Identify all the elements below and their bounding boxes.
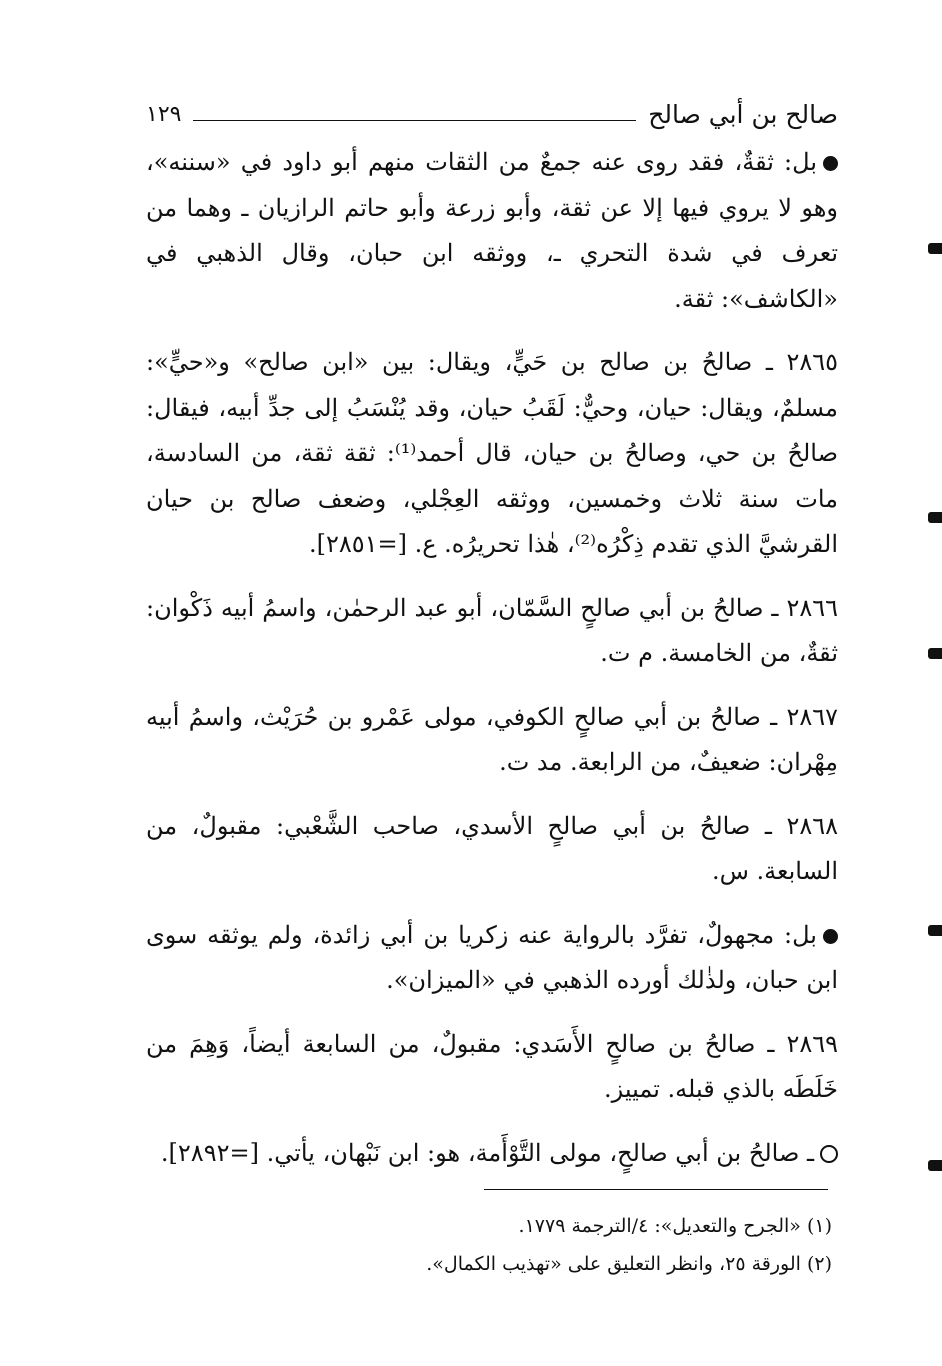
entry-text: بل: مجهولٌ، تفرَّد بالرواية عنه زكريا بن أبي زائدة، ولم يوثقه سوى ابن حبان، ولذٰلك أورده الذهبي في «الميزان». (146, 920, 838, 994)
footnote-2: (٢) الورقة ٢٥، وانظر التعليق على «تهذيب الكمال». (426, 1253, 832, 1275)
edge-mark (928, 243, 942, 254)
entry-text: ٢٨٦٦ ـ صالحُ بن أبي صالحٍ السَّمّان، أبو عبد الرحمٰن، واسمُ أبيه ذَكْوان: ثقةٌ، من الخامسة. م ت. (146, 593, 838, 667)
edge-mark (928, 1160, 942, 1171)
entry-text: ٢٨٦٧ ـ صالحُ بن أبي صالحٍ الكوفي، مولى عَمْرو بن حُرَيْث، واسمُ أبيه مِهْران: ضعيفٌ، من الرابعة. مد ت. (146, 702, 838, 776)
page-number: ١٢٩ (146, 101, 182, 127)
circle-icon (820, 1145, 838, 1163)
entry-crossref (146, 1131, 838, 1177)
bullet-icon (823, 929, 838, 944)
entry-text: ٢٨٦٥ ـ صالحُ بن صالح بن حَيٍّ، ويقال: بين «ابن صالح» و«حيٍّ»: مسلمٌ، ويقال: حيان، وحيٌّ: لَقَبُ حيان، وقد يُنْسَبُ إلى جدِّ أبيه، فيقال: صالحُ بن حي، وصالحُ بن حيان، قال أحمد⁽¹⁾: ثقة ثقة، من السادسة، مات سنة ثلاث وخمسين، ووثقه العِجْلي، وضعف صالح بن حيان القرشيَّ الذي تقدم ذِكْرُه⁽²⁾، هٰذا تحريرُه. ع. [=٢٨٥١]. (146, 348, 839, 558)
edge-mark (928, 648, 942, 659)
entry-comment (146, 140, 838, 322)
entry-text: ـ صالحُ بن أبي صالحٍ، مولى التَّوْأَمة، هو: ابن نَبْهان، يأتي. [=٢٨٩٢]. (160, 1138, 814, 1167)
entry-2865 (146, 340, 838, 568)
entry-text: ٢٨٦٩ ـ صالحُ بن صالحٍ الأَسَدي: مقبولٌ، من السابعة أيضاً، وَهِمَ من خَلَطَه بالذي قبله. تمييز. (146, 1029, 838, 1103)
entry-2868 (146, 804, 838, 895)
footnote-rule (484, 1189, 828, 1190)
edge-mark (928, 512, 942, 523)
edge-mark (928, 925, 942, 936)
main-text (146, 140, 838, 1176)
entry-2869 (146, 1022, 838, 1113)
footnotes (300, 1207, 832, 1283)
entry-text: بل: ثقةٌ، فقد روى عنه جمعٌ من الثقات منهم أبو داود في «سننه»، وهو لا يروي فيها إلا عن ثقة، وأبو زرعة وأبو حاتم الرازيان ـ وهما من تعرف في شدة التحري ـ، ووثقه ابن حبان، وقال الذهبي في «الكاشف»: ثقة. (146, 148, 838, 313)
entry-text: ٢٨٦٨ ـ صالحُ بن أبي صالحٍ الأسدي، صاحب الشَّعْبي: مقبولٌ، من السابعة. س. (146, 811, 838, 885)
footnote-1: (١) «الجرح والتعديل»: ٤/الترجمة ١٧٧٩. (518, 1215, 832, 1237)
header-title: صالح بن أبي صالح (648, 99, 838, 129)
bullet-icon (823, 156, 838, 171)
header-rule (193, 120, 636, 121)
entry-comment (146, 913, 838, 1004)
running-header (146, 94, 838, 134)
entry-2867 (146, 695, 838, 786)
entry-2866 (146, 586, 838, 677)
